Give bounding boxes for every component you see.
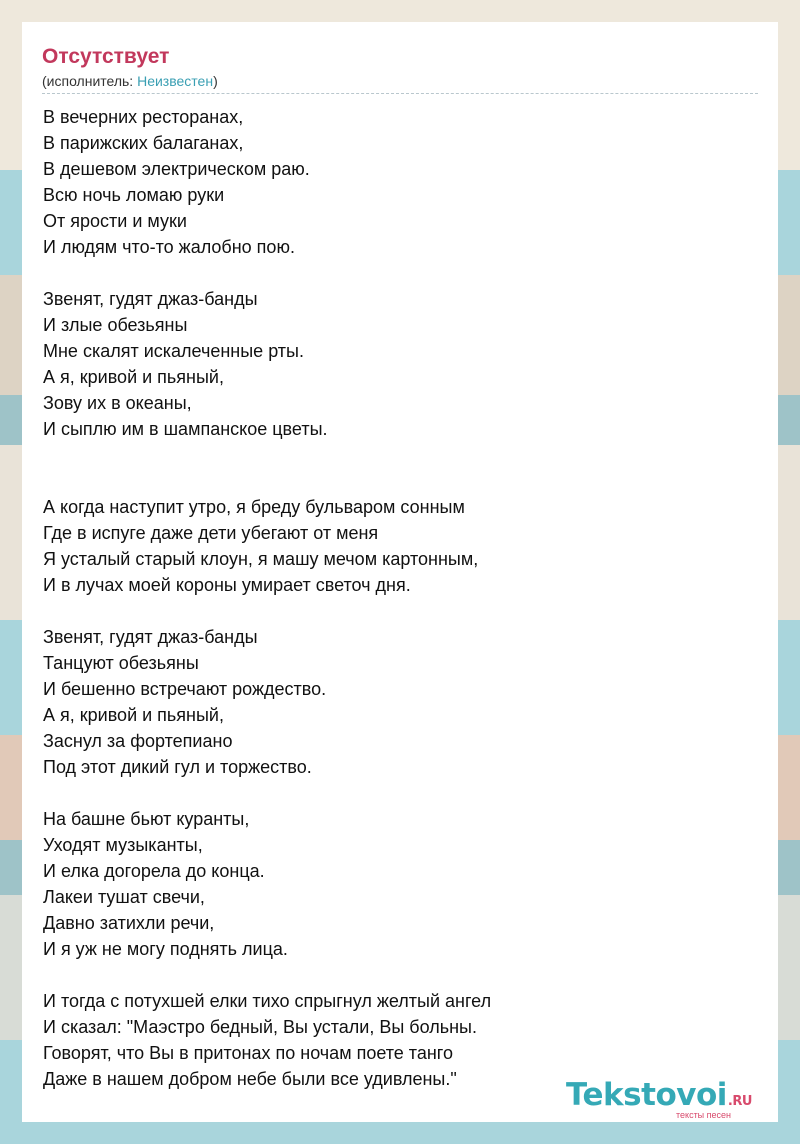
- lyric-line: И елка догорела до конца.: [43, 861, 265, 881]
- logo-tagline: тексты песен: [676, 1110, 732, 1120]
- verse-1: [43, 104, 763, 260]
- lyric-line: Уходят музыканты,: [43, 835, 203, 855]
- lyrics-text: [43, 104, 763, 1092]
- lyric-line: Всю ночь ломаю руки: [43, 185, 225, 205]
- lyric-line: И сказал: "Маэстро бедный, Вы устали, Вы больны.: [43, 1017, 477, 1037]
- logo-wordmark: [566, 1078, 778, 1119]
- lyric-line: Я усталый старый клоун, я машу мечом картонным,: [43, 549, 479, 569]
- lyric-line: Мне скалят искалеченные рты.: [43, 341, 304, 361]
- artist-suffix: ): [213, 73, 218, 89]
- lyric-line: В дешевом электрическом раю.: [43, 159, 310, 179]
- stanza-gap: [43, 598, 763, 624]
- lyric-line: На башне бьют куранты,: [43, 809, 250, 829]
- lyric-line: В вечерних ресторанах,: [43, 107, 244, 127]
- stanza-gap: [43, 780, 763, 806]
- lyric-line: И тогда с потухшей елки тихо спрыгнул желтый ангел: [43, 991, 492, 1011]
- artist-link[interactable]: Неизвестен: [137, 73, 214, 89]
- lyric-line: А я, кривой и пьяный,: [43, 705, 224, 725]
- lyric-line: И бешенно встречают рождество.: [43, 679, 327, 699]
- artist-line: [42, 71, 758, 91]
- verse-4: [43, 624, 763, 780]
- site-logo[interactable]: [566, 1078, 778, 1124]
- header-divider: [42, 93, 758, 94]
- lyric-line: И в лучах моей короны умирает светоч дня.: [43, 575, 411, 595]
- stanza-gap: [43, 442, 763, 494]
- logo-tld: .RU: [727, 1094, 752, 1109]
- lyric-line: Зову их в океаны,: [43, 393, 192, 413]
- lyric-line: Заснул за фортепиано: [43, 731, 233, 751]
- lyric-line: Звенят, гудят джаз-банды: [43, 289, 258, 309]
- lyric-line: И злые обезьяны: [43, 315, 188, 335]
- artist-prefix: (исполнитель:: [42, 73, 138, 89]
- verse-5: [43, 806, 763, 962]
- lyric-line: И сыплю им в шампанское цветы.: [43, 419, 328, 439]
- verse-2: [43, 286, 763, 442]
- lyric-line: Под этот дикий гул и торжество.: [43, 757, 312, 777]
- lyric-line: Танцуют обезьяны: [43, 653, 199, 673]
- stanza-gap: [43, 260, 763, 286]
- song-title: Отсутствует: [42, 45, 170, 68]
- lyric-line: Давно затихли речи,: [43, 913, 215, 933]
- logo-name: Tekstovoi: [566, 1077, 727, 1113]
- verse-3: [43, 494, 763, 598]
- lyric-line: Звенят, гудят джаз-банды: [43, 627, 258, 647]
- lyric-line: И людям что-то жалобно пою.: [43, 237, 295, 257]
- stanza-gap: [43, 962, 763, 988]
- lyric-line: Даже в нашем добром небе были все удивлены.": [43, 1069, 457, 1089]
- lyric-line: От ярости и муки: [43, 211, 187, 231]
- lyric-line: Где в испуге даже дети убегают от меня: [43, 523, 379, 543]
- lyric-line: А когда наступит утро, я бреду бульваром сонным: [43, 497, 465, 517]
- lyric-line: В парижских балаганах,: [43, 133, 244, 153]
- song-header: [42, 44, 758, 91]
- lyric-line: И я уж не могу поднять лица.: [43, 939, 288, 959]
- lyric-line: Лакеи тушат свечи,: [43, 887, 205, 907]
- lyric-line: А я, кривой и пьяный,: [43, 367, 224, 387]
- lyric-line: Говорят, что Вы в притонах по ночам поете танго: [43, 1043, 453, 1063]
